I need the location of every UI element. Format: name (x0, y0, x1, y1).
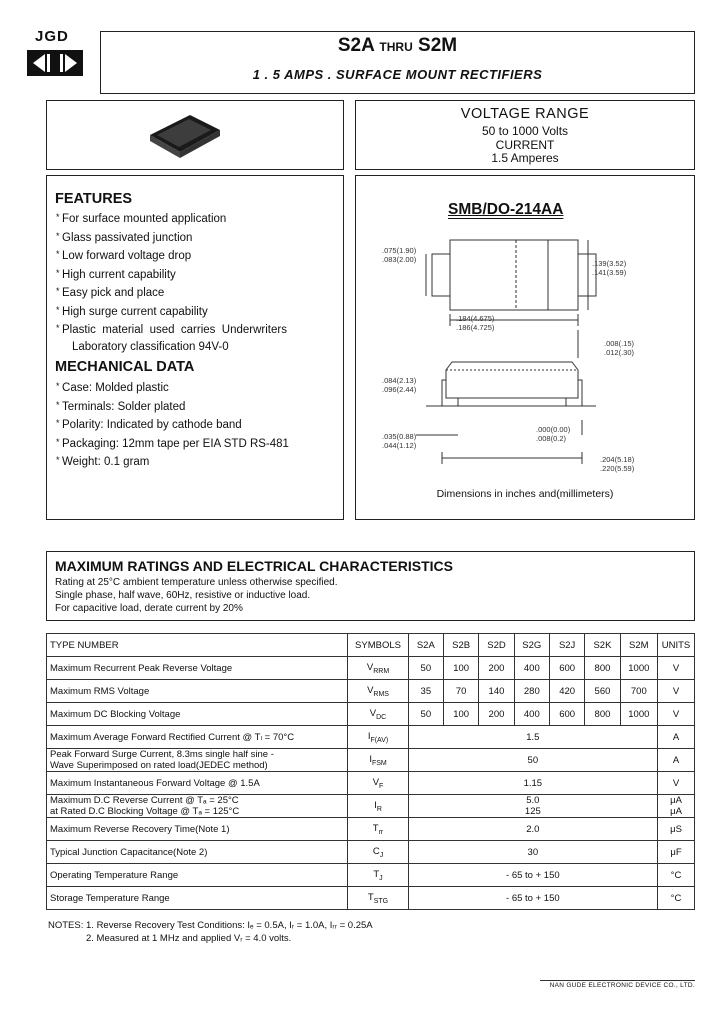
symbol-cell (348, 772, 408, 795)
param-cell (47, 841, 348, 864)
header-cell: S2M (620, 634, 657, 657)
mechanical-list (56, 378, 341, 471)
value-cell: 600 (549, 703, 584, 726)
unit-cell (658, 795, 695, 818)
table-row (47, 772, 695, 795)
symbol-letter: T (367, 891, 374, 903)
dim-lead-length-label (382, 432, 416, 450)
symbol-subscript: rr (378, 828, 384, 836)
param-cell (47, 749, 348, 772)
value-cell: 140 (479, 680, 514, 703)
table-row (47, 864, 695, 887)
ratings-notes (55, 576, 337, 615)
dim-value: .075(1.90) (382, 246, 417, 255)
features-list (56, 209, 341, 355)
unit-line: A (672, 754, 680, 766)
dim-value: .008(0.2) (536, 434, 567, 443)
param-cell: Maximum RMS Voltage (47, 680, 348, 703)
symbol-subscript: J (379, 851, 384, 859)
unit-cell (658, 864, 695, 887)
param-line: Operating Temperature Range (50, 869, 179, 881)
mechanical-item: * Weight: 0.1 gram (56, 452, 341, 471)
dim-width-label (382, 246, 416, 264)
symbol-subscript: FSM (371, 759, 387, 767)
value-cell: 50 (408, 703, 443, 726)
value-line: 5.0 (526, 795, 540, 806)
dimension-caption: Dimensions in inches and(millimeters) (436, 488, 614, 500)
unit-cell: V (658, 680, 695, 703)
symbol-subscript: DC (376, 713, 387, 721)
unit-cell (658, 772, 695, 795)
value-cell (408, 818, 657, 841)
dim-value: .186(4.725) (456, 323, 495, 332)
symbol-cell (348, 841, 408, 864)
table-row (47, 703, 695, 726)
table-row (47, 887, 695, 910)
dim-height-label (382, 376, 416, 394)
dim-value: .141(3.59) (592, 268, 627, 277)
feature-item: * High surge current capability (56, 302, 341, 321)
value-cell: 35 (408, 680, 443, 703)
symbol-cell (348, 795, 408, 818)
param-line: Wave Superimposed on rated load(JEDEC method) (50, 760, 268, 771)
mechanical-item: * Terminals: Solder plated (56, 397, 341, 416)
header-cell: SYMBOLS (348, 634, 408, 657)
ratings-heading: MAXIMUM RATINGS AND ELECTRICAL CHARACTERISTICS (55, 558, 453, 574)
feature-item-continued: Laboratory classification 94V-0 (72, 340, 229, 353)
table-body-merged (47, 726, 695, 910)
value-cell: 400 (514, 703, 549, 726)
feature-item: * Plastic material used carries Underwriters (56, 320, 341, 339)
value-line: 125 (524, 806, 541, 817)
value-cell: 100 (443, 703, 478, 726)
brand-logo-text: JGD (35, 28, 69, 45)
table-row (47, 795, 695, 818)
title-mid: THRU (379, 40, 413, 54)
brand-logo-mark (27, 50, 83, 76)
header-cell: S2B (443, 634, 478, 657)
unit-cell (658, 887, 695, 910)
symbol-cell (348, 818, 408, 841)
value-cell: 560 (585, 680, 620, 703)
notes (48, 920, 373, 945)
symbol-cell (348, 657, 408, 680)
value-cell (408, 749, 657, 772)
value-cell: 700 (620, 680, 657, 703)
mechanical-item: * Case: Molded plastic (56, 378, 341, 397)
value-line: 50 (527, 754, 539, 766)
page-subtitle: 1 . 5 AMPS . SURFACE MOUNT RECTIFIERS (252, 67, 543, 82)
symbol-letter: T (373, 868, 380, 880)
param-line: Peak Forward Surge Current, 8.3ms single half sine - (50, 749, 274, 760)
voltage-range-value: 50 to 1000 Volts (481, 124, 569, 138)
current-value: 1.5 Amperes (491, 151, 559, 165)
value-cell: 70 (443, 680, 478, 703)
symbol-letter: I (374, 799, 377, 811)
spec-table (46, 633, 695, 910)
mechanical-heading: MECHANICAL DATA (55, 359, 195, 375)
dim-value: .044(1.12) (382, 441, 417, 450)
header-cell: S2D (479, 634, 514, 657)
param-line: Maximum Instantaneous Forward Voltage @ 1.5A (50, 777, 260, 789)
param-cell: Maximum Recurrent Peak Reverse Voltage (47, 657, 348, 680)
ratings-line: Single phase, half wave, 60Hz, resistive or inductive load. (55, 590, 311, 601)
param-cell (47, 726, 348, 749)
dim-lead-thickness-label (604, 339, 634, 357)
unit-cell (658, 726, 695, 749)
current-label: CURRENT (495, 138, 555, 152)
symbol-letter: I (367, 730, 371, 742)
value-cell: 200 (479, 657, 514, 680)
symbol-letter: I (369, 753, 372, 765)
unit-cell (658, 818, 695, 841)
dim-standoff-label (536, 425, 570, 443)
dim-value: .084(2.13) (382, 376, 417, 385)
table-row (47, 657, 695, 680)
dim-value: .204(5.18) (600, 455, 635, 464)
symbol-subscript: RRM (373, 667, 390, 675)
value-line: 1.5 (526, 731, 540, 743)
voltage-range-title: VOLTAGE RANGE (460, 106, 590, 122)
note-line-2: 2. Measured at 1 MHz and applied Vᵣ = 4.0 volts. (86, 932, 292, 944)
unit-line: μA (670, 806, 682, 817)
symbol-letter: T (372, 822, 379, 834)
unit-line: V (672, 777, 680, 789)
value-cell (408, 841, 657, 864)
footer-rule (540, 980, 695, 981)
param-cell (47, 795, 348, 818)
value-cell (408, 795, 657, 818)
unit-cell (658, 749, 695, 772)
value-cell: 280 (514, 680, 549, 703)
value-cell: 800 (585, 703, 620, 726)
symbol-letter: V (369, 707, 377, 719)
symbol-letter: V (366, 661, 374, 673)
note-line-1: NOTES: 1. Reverse Recovery Test Conditions: Iₑ = 0.5A, Iᵣ = 1.0A, Iᵣᵣ = 0.25A (48, 920, 373, 931)
value-line: 1.15 (523, 777, 543, 789)
param-line: at Rated D.C Blocking Voltage @ Tₐ = 125°C (50, 806, 240, 817)
unit-cell (658, 841, 695, 864)
value-cell: 1000 (620, 657, 657, 680)
param-line: Maximum D.C Reverse Current @ Tₐ = 25°C (50, 795, 239, 806)
value-cell: 420 (549, 680, 584, 703)
package-name: SMB/DO-214AA (448, 201, 564, 218)
symbol-cell (348, 749, 408, 772)
value-cell: 400 (514, 657, 549, 680)
dim-body-label (456, 314, 494, 332)
dim-value: .000(0.00) (536, 425, 571, 434)
value-cell (408, 887, 657, 910)
table-header-row (47, 634, 695, 657)
table-row (47, 680, 695, 703)
table-row (47, 818, 695, 841)
table-row (47, 749, 695, 772)
dim-value: .139(3.52) (592, 259, 627, 268)
value-cell: 100 (443, 657, 478, 680)
unit-line: °C (670, 892, 682, 904)
value-cell: 600 (549, 657, 584, 680)
unit-line: A (672, 731, 680, 743)
feature-item: * High current capability (56, 265, 341, 284)
param-cell: Maximum DC Blocking Voltage (47, 703, 348, 726)
feature-item: * For surface mounted application (56, 209, 341, 228)
ratings-line: For capacitive load, derate current by 20% (55, 603, 243, 614)
symbol-letter: V (372, 776, 380, 788)
feature-item: * Glass passivated junction (56, 228, 341, 247)
footer-company: NAN GUDE ELECTRONIC DEVICE CO., LTD. (549, 982, 695, 989)
feature-item: * Low forward voltage drop (56, 246, 341, 265)
unit-cell: V (658, 657, 695, 680)
value-line: 30 (527, 846, 539, 858)
symbol-letter: V (367, 684, 374, 696)
symbol-cell (348, 887, 408, 910)
param-cell (47, 818, 348, 841)
unit-line: μF (670, 846, 682, 858)
value-cell: 50 (408, 657, 443, 680)
param-line: Storage Temperature Range (50, 892, 170, 904)
symbol-letter: C (372, 845, 380, 857)
header-cell: UNITS (658, 634, 695, 657)
header-cell: S2J (549, 634, 584, 657)
feature-item: * Easy pick and place (56, 283, 341, 302)
title-part1: S2A (337, 35, 375, 56)
page-title (100, 35, 695, 57)
param-cell (47, 772, 348, 795)
header-cell: S2G (514, 634, 549, 657)
dim-value: .008(.15) (604, 339, 635, 348)
value-cell (408, 864, 657, 887)
symbol-subscript: STG (373, 897, 389, 905)
header-cell: S2A (408, 634, 443, 657)
smd-chip-icon (145, 110, 225, 160)
ratings-line: Rating at 25°C ambient temperature unless otherwise specified. (55, 577, 338, 588)
value-cell: 1000 (620, 703, 657, 726)
package-photo (145, 110, 225, 160)
symbol-subscript: RMS (373, 690, 389, 698)
dim-overall-label (600, 455, 634, 473)
symbol-subscript: F (379, 782, 384, 790)
value-line: 2.0 (526, 823, 540, 835)
value-line: - 65 to + 150 (506, 869, 560, 881)
diode-logo-icon (27, 50, 83, 76)
symbol-subscript: R (376, 805, 382, 813)
value-cell: 200 (479, 703, 514, 726)
header-cell: TYPE NUMBER (47, 634, 348, 657)
symbol-cell (348, 680, 408, 703)
dim-value: .083(2.00) (382, 255, 417, 264)
param-line: Maximum Average Forward Rectified Current @ Tₗ = 70°C (50, 731, 295, 743)
symbol-subscript: F(AV) (370, 736, 389, 744)
value-cell (408, 726, 657, 749)
dim-value: .096(2.44) (382, 385, 417, 394)
dim-value: .012(.30) (604, 348, 635, 357)
unit-line: °C (670, 869, 682, 881)
features-heading: FEATURES (55, 191, 133, 207)
dim-length-label (592, 259, 626, 277)
value-line: - 65 to + 150 (506, 892, 560, 904)
param-line: Maximum Reverse Recovery Time(Note 1) (50, 823, 230, 835)
table-row (47, 726, 695, 749)
param-line: Typical Junction Capacitance(Note 2) (50, 846, 208, 858)
unit-cell: V (658, 703, 695, 726)
unit-line: μA (670, 795, 682, 806)
table-body-values (47, 657, 695, 726)
unit-line: μS (670, 823, 682, 835)
title-part2: S2M (418, 35, 458, 56)
mechanical-item: * Packaging: 12mm tape per EIA STD RS-481 (56, 434, 341, 453)
dim-value: .035(0.88) (382, 432, 417, 441)
param-cell (47, 864, 348, 887)
dim-value: .184(4.675) (456, 314, 495, 323)
param-cell (47, 887, 348, 910)
header-cell: S2K (585, 634, 620, 657)
dim-value: .220(5.59) (600, 464, 635, 473)
symbol-subscript: J (379, 874, 383, 882)
symbol-cell (348, 864, 408, 887)
value-cell: 800 (585, 657, 620, 680)
symbol-cell (348, 726, 408, 749)
symbol-cell (348, 703, 408, 726)
mechanical-item: * Polarity: Indicated by cathode band (56, 415, 341, 434)
table-row (47, 841, 695, 864)
value-cell (408, 772, 657, 795)
